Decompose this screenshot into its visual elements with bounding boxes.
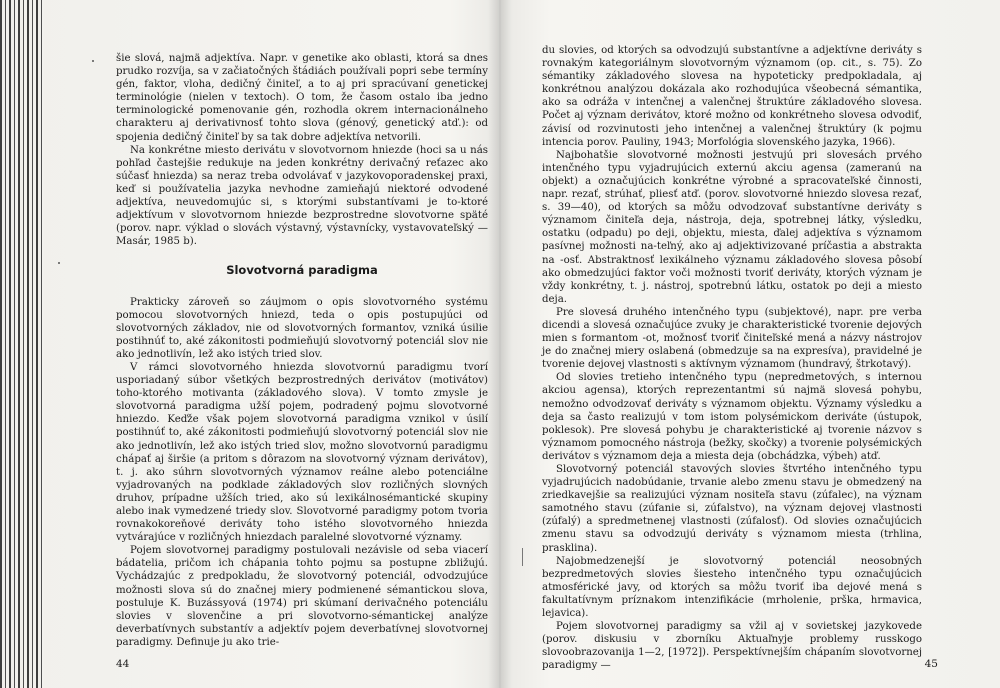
left-text-column xyxy=(116,52,488,649)
paragraph: du slovies, od ktorých sa odvodzujú substantívne a adjektívne deriváty s rovnakým kategoriálnym slovotvorným významom (op. cit., s. 75). Zo sémantiky základového slovesa na hypoteticky predpokladala, aj konkrétnou analýzou dokázala ako rozhodujúca všeobecná sémantika, ako sa odráža v intenčnej a valenčnej štruktúre základového slovesa. Počet aj význam derivátov, ktoré možno od konkrétneho slovesa odvodiť, závisí od rozvinutosti jeho intenčnej a valenčnej štruktúry (k pojmu intencia porov. Pauliny, 1943; Morfológia slovenského jazyka, 1966). xyxy=(542,45,922,148)
paragraph: Najbohatšie slovotvorné možnosti jestvujú pri slovesách prvého intenčného typu vyjadrujúcich externú akciu agensa (zameranú na objekt) a označujúcich konkrétne výrobné a spracovateľské činnosti, napr. rezať, strúhať, pliesť atď. (porov. slovotvorné hniezdo slovesa rezať, s. 39—40), od ktorých sa môžu odvodzovať substantívne deriváty s významom činiteľa deja, nástroja, deja, spotrebnej látky, výsledku, ostatku (odpadu) po deji, objektu, miesta, ďalej adjektíva s významom pasívnej možnosti na-teľný, ako aj adjektivizované príčastia a abstrakta na -osť. Abstraktnosť lexikálneho významu základového slovesa pôsobí ako obmedzujúci faktor voči možnosti tvoriť deriváty, ktorých význam je vždy konkrétny, t. j. nástroj, spotrebnú látku, ostatok po deji a miesto deja. xyxy=(542,149,922,305)
paragraph: Pojem slovotvornej paradigmy postulovali nezávisle od seba viacerí bádatelia, pričom ich chápania tohto pojmu sa postupne zbližujú. Vychádzajúc z predpokladu, že slovotvorný potenciál, odvodzujúce možnosti slova sú do značnej miery podmienené sémantickou slova, postuluje K. Buzássyová (1974) pri skúmaní derivačného potenciálu slovies v slovenčine a pri slovotvorno-sémantickej analýze deverbatívnych substantív a adjektív pojem deverbatívnej slovotvornej paradigmy. Definuje ju ako trie- xyxy=(116,545,488,648)
right-page xyxy=(500,0,1000,688)
paragraph: Od slovies tretieho intenčného typu (nepredmetových, s internou akciou agensa), ktorých reprezentantmi sú najmä slovesá pohybu, nemožno odvodzovať deriváty s významom objektu. Významy výsledku a deja sa často realizujú v tom istom polysémickom deriváte (ústupok, poklesok). Pre slovesá pohybu je charakteristické aj tvorenie názvov s významom pomocného nástroja (bežky, skočky) a tvorenie polysémických derivátov s významom deja a miesta deja (obchádzka, výbeh) atď. xyxy=(542,372,922,462)
scan-mark xyxy=(522,548,523,566)
section-heading: Slovotvorná paradigma xyxy=(226,263,378,278)
paragraph: Na konkrétne miesto derivátu v slovotvornom hniezde (hoci sa u nás pohľad častejšie redukuje na jeden konkrétny derivačný reťazec ako súčasť hniezda) sa neraz treba odvolávať v jazykovoporadenskej praxi, keď si používatelia jazyka nevhodne zamieňajú niektoré odvodené adjektíva, neuvedomujúc si, s ktorými substantívami je to-ktoré adjektívum v slovotvornom hniezde bezprostredne slovotvorne späté (porov. napr. výklad o slovách výstavný, výstavnícky, vystavovateľský — Masár, 1985 b). xyxy=(116,144,488,248)
scan-speck xyxy=(92,60,94,62)
paragraph: šie slová, najmä adjektíva. Napr. v genetike ako oblasti, ktorá sa dnes prudko rozvíja, sa v začiatočných štádiách používali popri sebe termíny gén, faktor, vloha, dedičný činiteľ, a to aj pri spracúvaní genetickej terminológie (nielen v textoch). O tom, že časom ostalo iba jedno terminologické pomenovanie gén, rozhodla okrem internacionálneho charakteru aj derivativnosť tohto slova (génový, genetický atď.): od spojenia dedičný činiteľ by sa tak dobre adjektíva netvorili. xyxy=(116,53,488,143)
page-number: 44 xyxy=(116,658,130,670)
paragraph: Slovotvorný potenciál stavových slovies štvrtého intenčného typu vyjadrujúcich nadobúdanie, trvanie alebo zmenu stavu je obmedzený na zriedkavejšie sa realizujúci význam nositeľa stavu (zúfalec), na význam samotného stavu (zúfanie si, zúfalstvo), na význam dejovej vlastnosti (zúfalý) a spredmetnenej vlastnosti (zúfalosť). Od slovies označujúcich zmenu stavu sa odvodzujú deriváty s významom miesta (trhlina, prasklina). xyxy=(542,464,922,554)
right-text-column xyxy=(542,44,922,673)
binding-edge xyxy=(0,0,44,688)
paragraph: Pre slovesá druhého intenčného typu (subjektové), napr. pre verba dicendi a slovesá označujúce zvuky je charakteristické tvorenie dejových mien s formantom -ot, možnosť tvoriť činiteľské mená a názvy nástrojov je do značnej miery oslabená (obmedzuje sa na expresíva), pravidelné je tvorenie dejovej vlastnosti s aktívnym významom (hundravý, štrkotavý). xyxy=(542,306,922,371)
paragraph: Najobmedzenejší je slovotvorný potenciál neosobných bezpredmetových slovies šiesteho intenčného typu označujúcich atmosférické javy, od ktorých sa môžu tvoriť iba dejové mená s fakultatívnym príznakom intenzifikácie (mrholenie, prška, hrmavica, lejavica). xyxy=(542,555,922,620)
scan-speck xyxy=(58,262,60,264)
paragraph: Pojem slovotvornej paradigmy sa vžil aj v sovietskej jazykovede (porov. diskusiu v zborníku Aktuaľnyje problemy russkogo slovoobrazovanija 1—2, [1972]). Perspektívnejším chápaním slovotvornej paradigmy — xyxy=(542,621,922,672)
paragraph: Prakticky zároveň so záujmom o opis slovotvorného systému pomocou slovotvorných hniezd, teda o opis postupujúci od slovotvorných základov, nie od slovotvorných formantov, vzniká úsilie postihnúť to, aké zákonitosti podmieňujú slovotvorný potenciál slov nie ako jednotlivín, lež ako istých tried slov. xyxy=(116,296,488,360)
page-number: 45 xyxy=(924,658,938,670)
paragraph: V rámci slovotvorného hniezda slovotvornú paradigmu tvorí usporiadaný súbor všetkých bezprostredných derivátov (motivátov) toho-ktorého motivanta (základového slova). V tomto zmysle je slovotvorná paradigma užší pojem, podradený pojmu slovotvorné hniezdo. Keďže však pojem slovotvorná paradigma vznikol v úsilí postihnúť to, aké zákonitosti podmieňujú slovotvorný potenciál slov nie ako jednotlivín, lež ako istých tried slov, možno slovotvornú paradigmu chápať aj širšie (a pritom s dôrazom na slovotvorný význam derivátov), t. j. ako súhrn slovotvorných významov reálne alebo potenciálne vyjadrovaných na podklade základových slov rozličných slovných druhov, prípadne užších tried, ako sú lexikálnosémantické skupiny alebo inak vymedzené triedy slov. Slovotvorné paradigmy potom tvoria rovnakokoreňové deriváty toho istého slovotvorného hniezda vytvárajúce v rozličných hniezdach paralelné slovotvorné významy. xyxy=(116,361,488,544)
